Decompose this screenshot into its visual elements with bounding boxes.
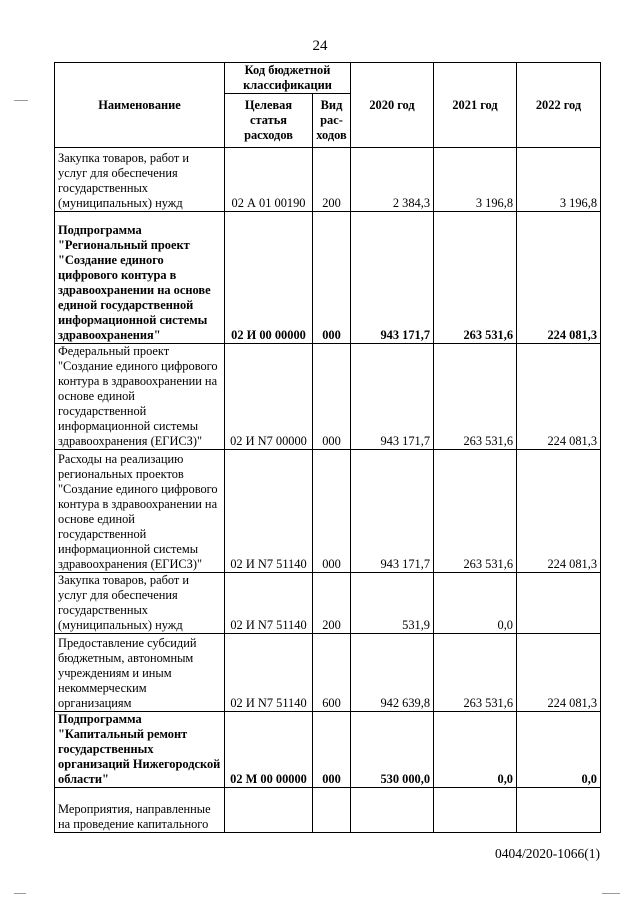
table-row: [55, 573, 601, 634]
row-value-2020: 2 384,3: [351, 148, 434, 212]
row-name: Мероприятия, направленные на проведение капитального: [55, 788, 225, 833]
table-row: [55, 450, 601, 573]
row-name: Предоставление субсидий бюджетным, автономным учреждениям и иным некоммерческим организациям: [55, 634, 225, 712]
row-value-2020: [351, 788, 434, 833]
row-value-2020: 530 000,0: [351, 712, 434, 788]
table-body: [55, 148, 601, 833]
row-value-2022: 3 196,8: [517, 148, 601, 212]
row-name: Подпрограмма "Капитальный ремонт государственных организаций Нижегородской области": [55, 712, 225, 788]
row-value-2020: 531,9: [351, 573, 434, 634]
row-name: Расходы на реализацию региональных проектов "Создание единого цифрового контура в здравоохранении на основе единой государственной информационной системы здравоохранения (ЕГИСЗ)": [55, 450, 225, 573]
scan-mark: [602, 893, 620, 894]
row-expense-type: 200: [313, 573, 351, 634]
row-value-2022: 224 081,3: [517, 450, 601, 573]
row-name: Закупка товаров, работ и услуг для обеспечения государственных (муниципальных) нужд: [55, 148, 225, 212]
page-number: 24: [312, 38, 328, 54]
header-2021: 2021 год: [434, 63, 517, 148]
header-target-article: Целевая статья расходов: [225, 94, 313, 148]
row-value-2022: 224 081,3: [517, 634, 601, 712]
row-value-2021: 0,0: [434, 573, 517, 634]
row-name: Федеральный проект "Создание единого цифрового контура в здравоохранении на основе единой государственной информационной системы здравоохранения (ЕГИСЗ)": [55, 344, 225, 450]
row-value-2022: 224 081,3: [517, 344, 601, 450]
row-expense-type: 000: [313, 212, 351, 344]
header-2020: 2020 год: [351, 63, 434, 148]
table-row: [55, 212, 601, 344]
row-value-2021: [434, 788, 517, 833]
row-value-2020: 943 171,7: [351, 450, 434, 573]
row-expense-type: 600: [313, 634, 351, 712]
row-expense-type: 000: [313, 344, 351, 450]
row-target-article: 02 И N7 51140: [225, 634, 313, 712]
row-target-article: 02 И N7 51140: [225, 450, 313, 573]
row-value-2020: 943 171,7: [351, 344, 434, 450]
budget-table: [54, 62, 601, 833]
row-value-2021: 263 531,6: [434, 212, 517, 344]
row-value-2020: 943 171,7: [351, 212, 434, 344]
row-value-2022: [517, 788, 601, 833]
header-name: Наименование: [55, 63, 225, 148]
row-value-2021: 3 196,8: [434, 148, 517, 212]
row-target-article: 02 И 00 00000: [225, 212, 313, 344]
row-target-article: 02 И N7 00000: [225, 344, 313, 450]
scan-mark: [14, 100, 28, 101]
header-expense-type: Вид рас- ходов: [313, 94, 351, 148]
header-2022: 2022 год: [517, 63, 601, 148]
row-target-article: [225, 788, 313, 833]
row-target-article: 02 А 01 00190: [225, 148, 313, 212]
row-name: Подпрограмма "Региональный проект "Создание единого цифрового контура в здравоохранении на основе единой государственной информационной системы здравоохранения": [55, 212, 225, 344]
row-target-article: 02 И N7 51140: [225, 573, 313, 634]
table-row: [55, 712, 601, 788]
row-expense-type: 200: [313, 148, 351, 212]
header-classification: Код бюджетной классификации: [225, 63, 351, 94]
scan-mark: [14, 893, 26, 894]
row-value-2022: 224 081,3: [517, 212, 601, 344]
table-row: [55, 344, 601, 450]
table-row: [55, 634, 601, 712]
row-value-2021: 0,0: [434, 712, 517, 788]
row-expense-type: [313, 788, 351, 833]
row-value-2021: 263 531,6: [434, 634, 517, 712]
row-expense-type: 000: [313, 712, 351, 788]
row-value-2022: [517, 573, 601, 634]
row-target-article: 02 М 00 00000: [225, 712, 313, 788]
document-code: 0404/2020-1066(1): [495, 846, 600, 861]
row-name: Закупка товаров, работ и услуг для обеспечения государственных (муниципальных) нужд: [55, 573, 225, 634]
table-row: [55, 148, 601, 212]
row-expense-type: 000: [313, 450, 351, 573]
header-row-1: [55, 63, 601, 94]
row-value-2022: 0,0: [517, 712, 601, 788]
row-value-2020: 942 639,8: [351, 634, 434, 712]
row-value-2021: 263 531,6: [434, 450, 517, 573]
row-value-2021: 263 531,6: [434, 344, 517, 450]
table-row: [55, 788, 601, 833]
